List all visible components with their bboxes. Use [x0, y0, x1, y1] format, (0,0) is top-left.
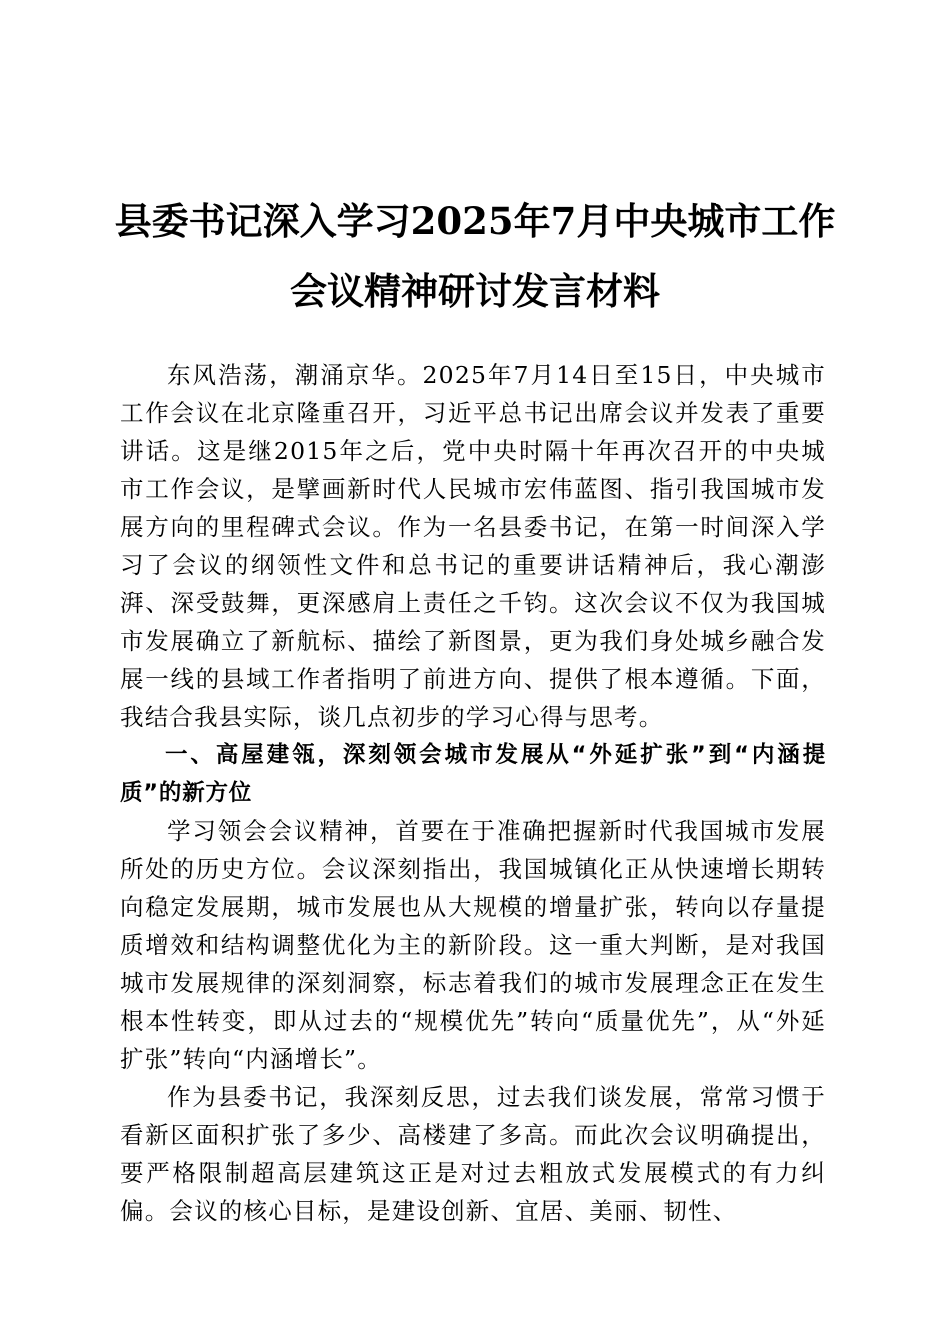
section-1-paragraph-2: 作为县委书记，我深刻反思，过去我们谈发展，常常习惯于看新区面积扩张了多少、高楼建了多高。而此次会议明确提出，要严格限制超高层建筑这正是对过去粗放式发展模式的有力纠偏。会议的核心目标，是建设创新、宜居、美丽、韧性、 [120, 1083, 826, 1225]
document-body [120, 356, 826, 1230]
intro-paragraph: 东风浩荡，潮涌京华。2025年7月14日至15日，中央城市工作会议在北京隆重召开，习近平总书记出席会议并发表了重要讲话。这是继2015年之后，党中央时隔十年再次召开的中央城市工作会议，是擘画新时代人民城市宏伟蓝图、指引我国城市发展方向的里程碑式会议。作为一名县委书记，在第一时间深入学习了会议的纲领性文件和总书记的重要讲话精神后，我心潮澎湃、深受鼓舞，更深感肩上责任之千钧。这次会议不仅为我国城市发展确立了新航标、描绘了新图景，更为我们身处城乡融合发展一线的县域工作者指明了前进方向、提供了根本遵循。下面，我结合我县实际，谈几点初步的学习心得与思考。 [120, 361, 826, 731]
document-title-line-1: 县委书记深入学习2025年7月中央城市工作 [114, 199, 836, 243]
document-title-line-2: 会议精神研讨发言材料 [290, 269, 660, 313]
section-1-paragraph-1: 学习领会会议精神，首要在于准确把握新时代我国城市发展所处的历史方位。会议深刻指出，我国城镇化正从快速增长期转向稳定发展期，城市发展也从大规模的增量扩张，转向以存量提质增效和结构调整优化为主的新阶段。这一重大判断，是对我国城市发展规律的深刻洞察，标志着我们的城市发展理念正在发生根本性转变，即从过去的“规模优先”转向“质量优先”，从“外延扩张”转向“内涵增长”。 [120, 817, 826, 1073]
section-1-heading: 一、高屋建瓴，深刻领会城市发展从“外延扩张”到“内涵提质”的新方位 [120, 742, 826, 806]
